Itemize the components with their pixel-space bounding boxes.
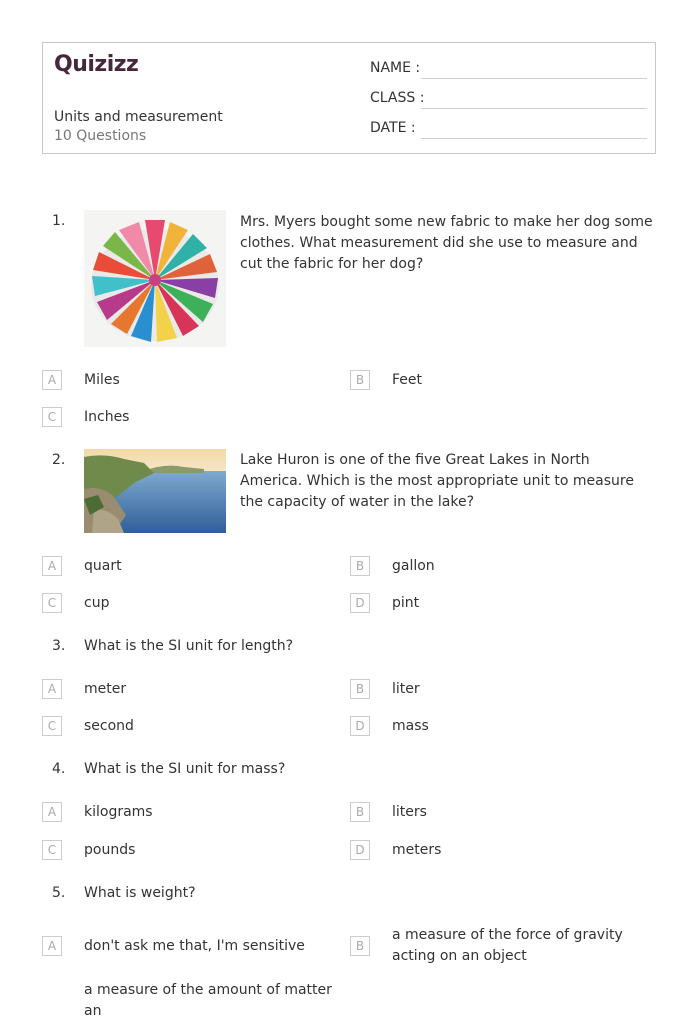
option-letter[interactable]: A [42,936,62,956]
option-text[interactable]: meters [392,842,442,858]
option-letter[interactable]: A [42,370,62,390]
date-label: DATE : [370,120,416,136]
date-line[interactable] [421,138,647,139]
option-text[interactable]: cup [84,595,110,611]
question-number: 3. [52,638,66,654]
question-count: 10 Questions [54,128,147,144]
question-number: 5. [52,885,66,901]
option-letter[interactable]: A [42,679,62,699]
lake-image [84,449,226,533]
option-letter[interactable]: C [42,593,62,613]
option-text[interactable]: a measure of the amount of matter an [84,982,332,1019]
question-text: Mrs. Myers bought some new fabric to make her dog some clothes. What measurement did she use to measure and cut the fabric for her dog? [240,214,653,272]
name-line[interactable] [421,78,647,79]
option-text[interactable]: kilograms [84,804,153,820]
option-text[interactable]: liter [392,681,420,697]
option-text[interactable]: second [84,718,134,734]
option-letter[interactable]: C [42,407,62,427]
option-letter[interactable]: B [350,370,370,390]
option-text[interactable]: Feet [392,372,423,388]
option-text[interactable]: gallon [392,558,435,574]
option-text[interactable]: Miles [84,372,120,388]
option-letter[interactable]: C [42,840,62,860]
class-label: CLASS : [370,90,425,106]
option-text[interactable]: mass [392,718,429,734]
option-letter[interactable]: D [350,716,370,736]
option-letter[interactable]: D [350,593,370,613]
question-text: What is the SI unit for mass? [84,761,286,777]
option-text[interactable]: pounds [84,842,136,858]
worksheet-title: Units and measurement [54,109,223,125]
option-text[interactable]: don't ask me that, I'm sensitive [84,938,305,954]
option-letter[interactable]: D [350,840,370,860]
worksheet-header [42,42,656,154]
option-letter[interactable]: A [42,556,62,576]
option-letter[interactable]: B [350,936,370,956]
option-text[interactable]: a measure of the force of gravity acting on an object [392,927,623,964]
fabric-image [84,210,226,347]
question-number: 1. [52,213,66,229]
option-letter[interactable]: B [350,679,370,699]
quizizz-logo: Quizizz [54,52,139,77]
question-text: What is the SI unit for length? [84,638,294,654]
question-text: Lake Huron is one of the five Great Lakes in North America. Which is the most appropriate unit to measure the capacity of water in the lake? [240,452,634,510]
question-number: 2. [52,452,66,468]
question-text: What is weight? [84,885,196,901]
option-letter[interactable]: A [42,802,62,822]
option-text[interactable]: pint [392,595,420,611]
question-number: 4. [52,761,66,777]
class-line[interactable] [421,108,647,109]
option-letter[interactable]: C [42,716,62,736]
option-text[interactable]: quart [84,558,122,574]
option-text[interactable]: meter [84,681,127,697]
option-text[interactable]: Inches [84,409,130,425]
option-text[interactable]: liters [392,804,427,820]
option-letter[interactable]: B [350,556,370,576]
name-label: NAME : [370,60,421,76]
option-letter[interactable]: B [350,802,370,822]
